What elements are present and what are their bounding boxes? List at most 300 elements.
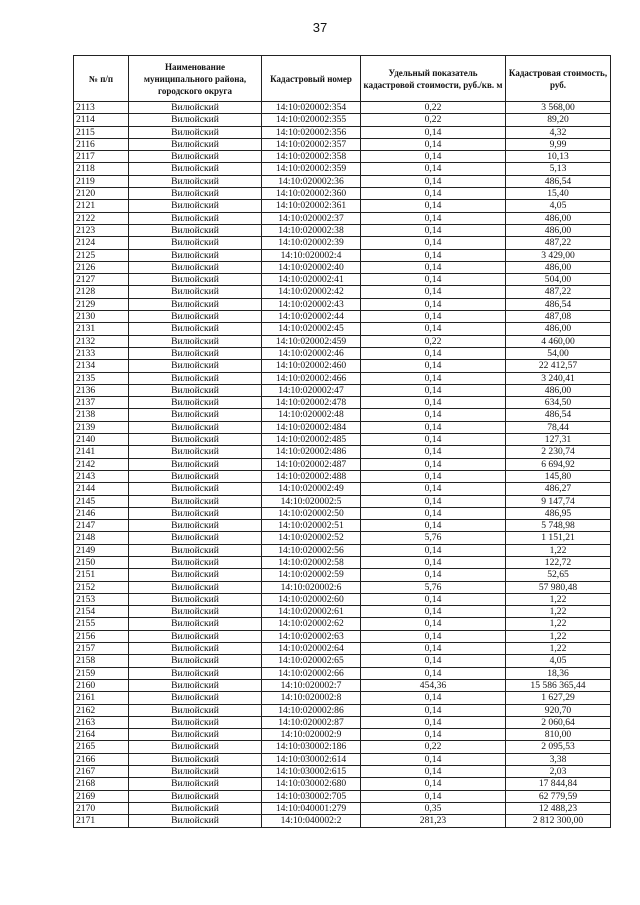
unit-value-cell: 0,14 [361, 397, 506, 409]
unit-value-cell: 0,14 [361, 188, 506, 200]
cadastral-number-cell: 14:10:020002:49 [262, 483, 361, 495]
table-row [74, 224, 611, 236]
cadastral-number-cell: 14:10:030002:186 [262, 741, 361, 753]
table-row [74, 261, 611, 273]
row-number-cell: 2143 [74, 470, 129, 482]
table-row [74, 372, 611, 384]
table-row [74, 802, 611, 814]
cadastral-value-cell: 486,54 [506, 409, 611, 421]
cadastral-number-cell: 14:10:020002:44 [262, 311, 361, 323]
cadastral-number-cell: 14:10:020002:459 [262, 335, 361, 347]
municipality-cell: Вилюйский [129, 138, 262, 150]
row-number-cell: 2150 [74, 556, 129, 568]
cadastral-value-cell: 2 095,53 [506, 741, 611, 753]
cadastral-value-cell: 3,38 [506, 753, 611, 765]
cadastral-value-cell: 487,08 [506, 311, 611, 323]
municipality-cell: Вилюйский [129, 606, 262, 618]
unit-value-cell: 0,14 [361, 790, 506, 802]
unit-value-cell: 0,14 [361, 126, 506, 138]
cadastral-value-cell: 486,00 [506, 224, 611, 236]
unit-value-cell: 0,14 [361, 151, 506, 163]
unit-value-cell: 0,14 [361, 495, 506, 507]
cadastral-value-cell: 1,22 [506, 593, 611, 605]
unit-value-cell: 454,36 [361, 679, 506, 691]
table-row [74, 138, 611, 150]
municipality-cell: Вилюйский [129, 274, 262, 286]
cadastral-number-cell: 14:10:020002:48 [262, 409, 361, 421]
table-row [74, 286, 611, 298]
unit-value-cell: 5,76 [361, 581, 506, 593]
cadastral-value-cell: 1,22 [506, 618, 611, 630]
row-number-cell: 2169 [74, 790, 129, 802]
cadastral-value-cell: 57 980,48 [506, 581, 611, 593]
row-number-cell: 2171 [74, 815, 129, 827]
cadastral-value-cell: 486,54 [506, 175, 611, 187]
unit-value-cell: 0,22 [361, 335, 506, 347]
municipality-cell: Вилюйский [129, 729, 262, 741]
row-number-cell: 2124 [74, 237, 129, 249]
row-number-cell: 2141 [74, 446, 129, 458]
municipality-cell: Вилюйский [129, 151, 262, 163]
cadastral-number-cell: 14:10:020002:354 [262, 102, 361, 114]
table-row [74, 630, 611, 642]
municipality-cell: Вилюйский [129, 421, 262, 433]
cadastral-value-cell: 54,00 [506, 347, 611, 359]
unit-value-cell: 0,14 [361, 311, 506, 323]
unit-value-cell: 0,14 [361, 261, 506, 273]
table-body [74, 102, 611, 828]
cadastral-number-cell: 14:10:020002:357 [262, 138, 361, 150]
table-row [74, 114, 611, 126]
municipality-cell: Вилюйский [129, 261, 262, 273]
cadastral-number-cell: 14:10:020002:63 [262, 630, 361, 642]
cadastral-number-cell: 14:10:020002:355 [262, 114, 361, 126]
table-row [74, 126, 611, 138]
row-number-cell: 2139 [74, 421, 129, 433]
unit-value-cell: 0,14 [361, 360, 506, 372]
municipality-cell: Вилюйский [129, 815, 262, 827]
unit-value-cell: 5,76 [361, 532, 506, 544]
row-number-cell: 2122 [74, 212, 129, 224]
row-number-cell: 2121 [74, 200, 129, 212]
cadastral-value-cell: 89,20 [506, 114, 611, 126]
municipality-cell: Вилюйский [129, 249, 262, 261]
table-row [74, 188, 611, 200]
cadastral-number-cell: 14:10:020002:4 [262, 249, 361, 261]
unit-value-cell: 0,14 [361, 729, 506, 741]
cadastral-value-cell: 15,40 [506, 188, 611, 200]
table-row [74, 249, 611, 261]
table-row [74, 556, 611, 568]
municipality-cell: Вилюйский [129, 188, 262, 200]
row-number-cell: 2161 [74, 692, 129, 704]
cadastral-value-cell: 2 230,74 [506, 446, 611, 458]
table-row [74, 335, 611, 347]
table-row [74, 593, 611, 605]
unit-value-cell: 0,14 [361, 716, 506, 728]
row-number-cell: 2116 [74, 138, 129, 150]
table-row [74, 507, 611, 519]
municipality-cell: Вилюйский [129, 790, 262, 802]
table-row [74, 679, 611, 691]
cadastral-value-cell: 62 779,59 [506, 790, 611, 802]
cadastral-number-cell: 14:10:020002:6 [262, 581, 361, 593]
municipality-cell: Вилюйский [129, 495, 262, 507]
municipality-cell: Вилюйский [129, 753, 262, 765]
table-row [74, 298, 611, 310]
municipality-cell: Вилюйский [129, 569, 262, 581]
row-number-cell: 2144 [74, 483, 129, 495]
cadastral-number-cell: 14:10:020002:7 [262, 679, 361, 691]
cadastral-value-cell: 920,70 [506, 704, 611, 716]
table-row [74, 102, 611, 114]
cadastral-value-cell: 52,65 [506, 569, 611, 581]
unit-value-cell: 0,14 [361, 163, 506, 175]
cadastral-number-cell: 14:10:020002:8 [262, 692, 361, 704]
cadastral-number-cell: 14:10:020002:360 [262, 188, 361, 200]
municipality-cell: Вилюйский [129, 458, 262, 470]
cadastral-number-cell: 14:10:020002:87 [262, 716, 361, 728]
row-number-cell: 2160 [74, 679, 129, 691]
cadastral-value-cell: 1,22 [506, 630, 611, 642]
table-row [74, 569, 611, 581]
table-row [74, 643, 611, 655]
cadastral-number-cell: 14:10:020002:358 [262, 151, 361, 163]
row-number-cell: 2151 [74, 569, 129, 581]
header-municipality: Наименование муниципального района, городского округа [129, 56, 262, 102]
cadastral-number-cell: 14:10:020002:37 [262, 212, 361, 224]
municipality-cell: Вилюйский [129, 692, 262, 704]
municipality-cell: Вилюйский [129, 679, 262, 691]
municipality-cell: Вилюйский [129, 175, 262, 187]
cadastral-value-cell: 487,22 [506, 237, 611, 249]
row-number-cell: 2134 [74, 360, 129, 372]
unit-value-cell: 0,14 [361, 606, 506, 618]
cadastral-value-cell: 504,00 [506, 274, 611, 286]
row-number-cell: 2170 [74, 802, 129, 814]
cadastral-number-cell: 14:10:020002:5 [262, 495, 361, 507]
unit-value-cell: 0,14 [361, 409, 506, 421]
row-number-cell: 2162 [74, 704, 129, 716]
cadastral-value-cell: 1,22 [506, 643, 611, 655]
table-header-row [74, 56, 611, 102]
municipality-cell: Вилюйский [129, 224, 262, 236]
table-row [74, 520, 611, 532]
cadastral-value-cell: 9,99 [506, 138, 611, 150]
table-row [74, 360, 611, 372]
cadastral-value-cell: 1,22 [506, 544, 611, 556]
row-number-cell: 2114 [74, 114, 129, 126]
cadastral-value-cell: 486,27 [506, 483, 611, 495]
cadastral-number-cell: 14:10:020002:466 [262, 372, 361, 384]
table-row [74, 458, 611, 470]
cadastral-number-cell: 14:10:020002:64 [262, 643, 361, 655]
unit-value-cell: 0,14 [361, 643, 506, 655]
municipality-cell: Вилюйский [129, 544, 262, 556]
cadastral-value-cell: 4,05 [506, 655, 611, 667]
table-row [74, 606, 611, 618]
municipality-cell: Вилюйский [129, 802, 262, 814]
cadastral-number-cell: 14:10:020002:59 [262, 569, 361, 581]
row-number-cell: 2168 [74, 778, 129, 790]
unit-value-cell: 0,14 [361, 200, 506, 212]
municipality-cell: Вилюйский [129, 778, 262, 790]
cadastral-number-cell: 14:10:020002:40 [262, 261, 361, 273]
municipality-cell: Вилюйский [129, 163, 262, 175]
unit-value-cell: 0,14 [361, 753, 506, 765]
cadastral-value-cell: 486,54 [506, 298, 611, 310]
cadastral-value-cell: 486,00 [506, 212, 611, 224]
table-row [74, 163, 611, 175]
table-row [74, 753, 611, 765]
cadastral-value-cell: 487,22 [506, 286, 611, 298]
cadastral-number-cell: 14:10:020002:50 [262, 507, 361, 519]
municipality-cell: Вилюйский [129, 114, 262, 126]
municipality-cell: Вилюйский [129, 311, 262, 323]
header-cadastral-number: Кадастровый номер [262, 56, 361, 102]
row-number-cell: 2120 [74, 188, 129, 200]
cadastral-value-cell: 3 240,41 [506, 372, 611, 384]
unit-value-cell: 0,14 [361, 446, 506, 458]
row-number-cell: 2127 [74, 274, 129, 286]
municipality-cell: Вилюйский [129, 372, 262, 384]
row-number-cell: 2157 [74, 643, 129, 655]
municipality-cell: Вилюйский [129, 766, 262, 778]
cadastral-value-cell: 486,00 [506, 384, 611, 396]
row-number-cell: 2146 [74, 507, 129, 519]
cadastral-number-cell: 14:10:020002:36 [262, 175, 361, 187]
municipality-cell: Вилюйский [129, 470, 262, 482]
cadastral-number-cell: 14:10:020002:52 [262, 532, 361, 544]
cadastral-value-cell: 1,22 [506, 606, 611, 618]
cadastral-value-cell: 17 844,84 [506, 778, 611, 790]
table-row [74, 323, 611, 335]
cadastral-value-cell: 486,00 [506, 323, 611, 335]
unit-value-cell: 0,14 [361, 556, 506, 568]
row-number-cell: 2132 [74, 335, 129, 347]
row-number-cell: 2123 [74, 224, 129, 236]
municipality-cell: Вилюйский [129, 360, 262, 372]
cadastral-value-cell: 145,80 [506, 470, 611, 482]
unit-value-cell: 0,14 [361, 274, 506, 286]
row-number-cell: 2136 [74, 384, 129, 396]
row-number-cell: 2166 [74, 753, 129, 765]
cadastral-number-cell: 14:10:020002:478 [262, 397, 361, 409]
municipality-cell: Вилюйский [129, 630, 262, 642]
unit-value-cell: 0,14 [361, 237, 506, 249]
table-row [74, 421, 611, 433]
unit-value-cell: 0,14 [361, 175, 506, 187]
cadastral-number-cell: 14:10:020002:359 [262, 163, 361, 175]
unit-value-cell: 0,14 [361, 766, 506, 778]
row-number-cell: 2115 [74, 126, 129, 138]
municipality-cell: Вилюйский [129, 200, 262, 212]
unit-value-cell: 0,14 [361, 630, 506, 642]
cadastral-number-cell: 14:10:020002:356 [262, 126, 361, 138]
table-row [74, 397, 611, 409]
cadastral-value-cell: 4,05 [506, 200, 611, 212]
unit-value-cell: 0,14 [361, 286, 506, 298]
cadastral-value-cell: 122,72 [506, 556, 611, 568]
row-number-cell: 2156 [74, 630, 129, 642]
unit-value-cell: 0,22 [361, 102, 506, 114]
cadastral-value-cell: 3 429,00 [506, 249, 611, 261]
row-number-cell: 2135 [74, 372, 129, 384]
row-number-cell: 2119 [74, 175, 129, 187]
unit-value-cell: 0,14 [361, 507, 506, 519]
cadastral-value-cell: 12 488,23 [506, 802, 611, 814]
municipality-cell: Вилюйский [129, 520, 262, 532]
unit-value-cell: 0,14 [361, 692, 506, 704]
table-row [74, 741, 611, 753]
page-number: 37 [312, 20, 328, 35]
unit-value-cell: 0,14 [361, 372, 506, 384]
row-number-cell: 2148 [74, 532, 129, 544]
unit-value-cell: 0,14 [361, 778, 506, 790]
cadastral-value-cell: 4,32 [506, 126, 611, 138]
unit-value-cell: 0,14 [361, 458, 506, 470]
municipality-cell: Вилюйский [129, 581, 262, 593]
table-row [74, 446, 611, 458]
row-number-cell: 2131 [74, 323, 129, 335]
row-number-cell: 2130 [74, 311, 129, 323]
row-number-cell: 2138 [74, 409, 129, 421]
cadastral-value-cell: 2 060,64 [506, 716, 611, 728]
table-row [74, 729, 611, 741]
cadastral-number-cell: 14:10:020002:51 [262, 520, 361, 532]
table-row [74, 151, 611, 163]
municipality-cell: Вилюйский [129, 286, 262, 298]
table-row [74, 790, 611, 802]
table-row [74, 766, 611, 778]
cadastral-number-cell: 14:10:020002:486 [262, 446, 361, 458]
municipality-cell: Вилюйский [129, 298, 262, 310]
cadastral-value-cell: 6 694,92 [506, 458, 611, 470]
row-number-cell: 2167 [74, 766, 129, 778]
municipality-cell: Вилюйский [129, 409, 262, 421]
table-row [74, 200, 611, 212]
unit-value-cell: 0,14 [361, 434, 506, 446]
table-row [74, 495, 611, 507]
cadastral-number-cell: 14:10:020002:361 [262, 200, 361, 212]
header-unit-value: Удельный показатель кадастровой стоимости, руб./кв. м [361, 56, 506, 102]
table-row [74, 274, 611, 286]
cadastral-number-cell: 14:10:020002:61 [262, 606, 361, 618]
unit-value-cell: 0,14 [361, 569, 506, 581]
table-row [74, 618, 611, 630]
cadastral-number-cell: 14:10:030002:615 [262, 766, 361, 778]
table-row [74, 409, 611, 421]
cadastral-value-cell: 5 748,98 [506, 520, 611, 532]
unit-value-cell: 0,14 [361, 618, 506, 630]
table-row [74, 704, 611, 716]
unit-value-cell: 0,35 [361, 802, 506, 814]
cadastral-number-cell: 14:10:020002:487 [262, 458, 361, 470]
cadastral-number-cell: 14:10:020002:66 [262, 667, 361, 679]
unit-value-cell: 0,14 [361, 384, 506, 396]
cadastral-number-cell: 14:10:020002:38 [262, 224, 361, 236]
table-row [74, 212, 611, 224]
table-row [74, 175, 611, 187]
unit-value-cell: 0,14 [361, 421, 506, 433]
table-row [74, 384, 611, 396]
cadastral-value-cell: 634,50 [506, 397, 611, 409]
table-row [74, 311, 611, 323]
cadastral-value-cell: 9 147,74 [506, 495, 611, 507]
municipality-cell: Вилюйский [129, 532, 262, 544]
cadastral-number-cell: 14:10:020002:47 [262, 384, 361, 396]
cadastral-value-cell: 1 627,29 [506, 692, 611, 704]
municipality-cell: Вилюйский [129, 741, 262, 753]
row-number-cell: 2158 [74, 655, 129, 667]
row-number-cell: 2164 [74, 729, 129, 741]
unit-value-cell: 0,14 [361, 224, 506, 236]
row-number-cell: 2153 [74, 593, 129, 605]
cadastral-number-cell: 14:10:020002:39 [262, 237, 361, 249]
table-row [74, 434, 611, 446]
municipality-cell: Вилюйский [129, 704, 262, 716]
row-number-cell: 2117 [74, 151, 129, 163]
row-number-cell: 2149 [74, 544, 129, 556]
unit-value-cell: 0,14 [361, 249, 506, 261]
cadastral-number-cell: 14:10:020002:86 [262, 704, 361, 716]
table-row [74, 716, 611, 728]
table-row [74, 347, 611, 359]
unit-value-cell: 0,22 [361, 741, 506, 753]
row-number-cell: 2142 [74, 458, 129, 470]
table-row [74, 237, 611, 249]
municipality-cell: Вилюйский [129, 323, 262, 335]
cadastral-number-cell: 14:10:020002:46 [262, 347, 361, 359]
header-row-number: № п/п [74, 56, 129, 102]
cadastral-value-cell: 486,00 [506, 261, 611, 273]
cadastral-number-cell: 14:10:020002:58 [262, 556, 361, 568]
unit-value-cell: 0,14 [361, 212, 506, 224]
municipality-cell: Вилюйский [129, 716, 262, 728]
row-number-cell: 2147 [74, 520, 129, 532]
unit-value-cell: 0,14 [361, 520, 506, 532]
municipality-cell: Вилюйский [129, 593, 262, 605]
row-number-cell: 2125 [74, 249, 129, 261]
municipality-cell: Вилюйский [129, 347, 262, 359]
table-row [74, 470, 611, 482]
row-number-cell: 2155 [74, 618, 129, 630]
row-number-cell: 2137 [74, 397, 129, 409]
row-number-cell: 2129 [74, 298, 129, 310]
unit-value-cell: 0,14 [361, 483, 506, 495]
municipality-cell: Вилюйский [129, 102, 262, 114]
row-number-cell: 2128 [74, 286, 129, 298]
cadastral-value-cell: 810,00 [506, 729, 611, 741]
unit-value-cell: 281,23 [361, 815, 506, 827]
unit-value-cell: 0,14 [361, 323, 506, 335]
cadastral-value-cell: 2,03 [506, 766, 611, 778]
municipality-cell: Вилюйский [129, 434, 262, 446]
unit-value-cell: 0,14 [361, 138, 506, 150]
unit-value-cell: 0,14 [361, 347, 506, 359]
cadastral-value-cell: 486,95 [506, 507, 611, 519]
municipality-cell: Вилюйский [129, 643, 262, 655]
row-number-cell: 2165 [74, 741, 129, 753]
cadastral-number-cell: 14:10:020002:45 [262, 323, 361, 335]
cadastral-value-cell: 1 151,21 [506, 532, 611, 544]
cadastral-value-cell: 3 568,00 [506, 102, 611, 114]
table-row [74, 581, 611, 593]
municipality-cell: Вилюйский [129, 667, 262, 679]
row-number-cell: 2118 [74, 163, 129, 175]
cadastral-value-cell: 78,44 [506, 421, 611, 433]
cadastral-number-cell: 14:10:020002:9 [262, 729, 361, 741]
